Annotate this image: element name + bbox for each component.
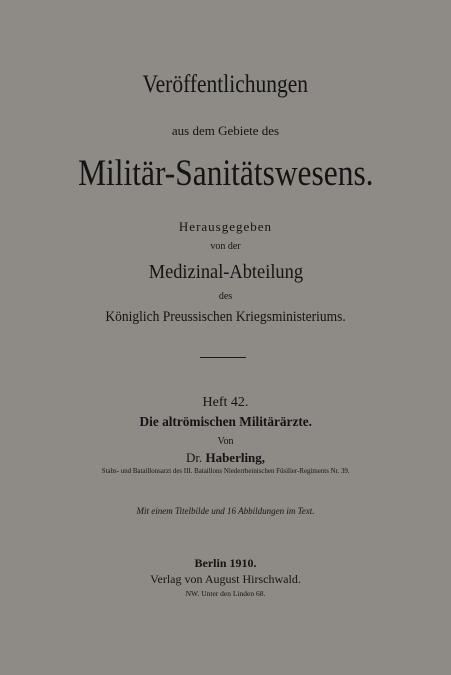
series-title-line [0,72,451,97]
issue-number: Heft 42. [202,395,249,410]
author-prefix: Dr. [185,450,203,465]
series-title: Veröffentlichungen [142,71,309,98]
department-name: Medizinal-Abteilung [148,261,303,283]
author-position-line [0,467,451,475]
series-subtitle-line [0,124,451,137]
by-label: Von [217,436,234,447]
publisher-line [0,573,451,585]
of-the: des [218,291,233,302]
address-line [0,590,451,598]
place-year-line [0,557,451,569]
author [186,451,265,464]
work-title-line [0,416,451,430]
main-title-line [0,155,451,192]
author-line [0,451,451,464]
author-name: Haberling, [205,450,266,465]
illustrations-line [0,507,451,516]
author-position: Stabs- und Bataillonsarzt des III. Bataillons Niederrheinischen Füsilier-Regiments Nr. 39. [101,466,350,475]
from-the: von der [210,241,241,252]
illustrations-note: Mit einem Titelbilde und 16 Abbildungen im Text. [136,506,315,516]
main-title: Militär-Sanitätswesens. [77,153,374,194]
by-line [0,437,451,447]
edited-by: Herausgegeben [178,219,273,234]
work-title: Die altrömischen Militärärzte. [139,415,312,430]
divider-rule [200,357,246,358]
ministry-name: Königlich Preussischen Kriegsministeriums. [105,309,346,325]
place-year: Berlin 1910. [194,556,257,570]
series-subtitle: aus dem Gebiete des [171,123,280,138]
edited-by-line [0,220,451,233]
department-line [0,262,451,282]
publisher-address: NW. Unter den Linden 68. [185,589,266,598]
of-the-line [0,292,451,302]
publisher: Verlag von August Hirschwald. [150,572,301,586]
ministry-line [0,310,451,325]
issue-line [0,396,451,410]
from-the-line [0,242,451,252]
